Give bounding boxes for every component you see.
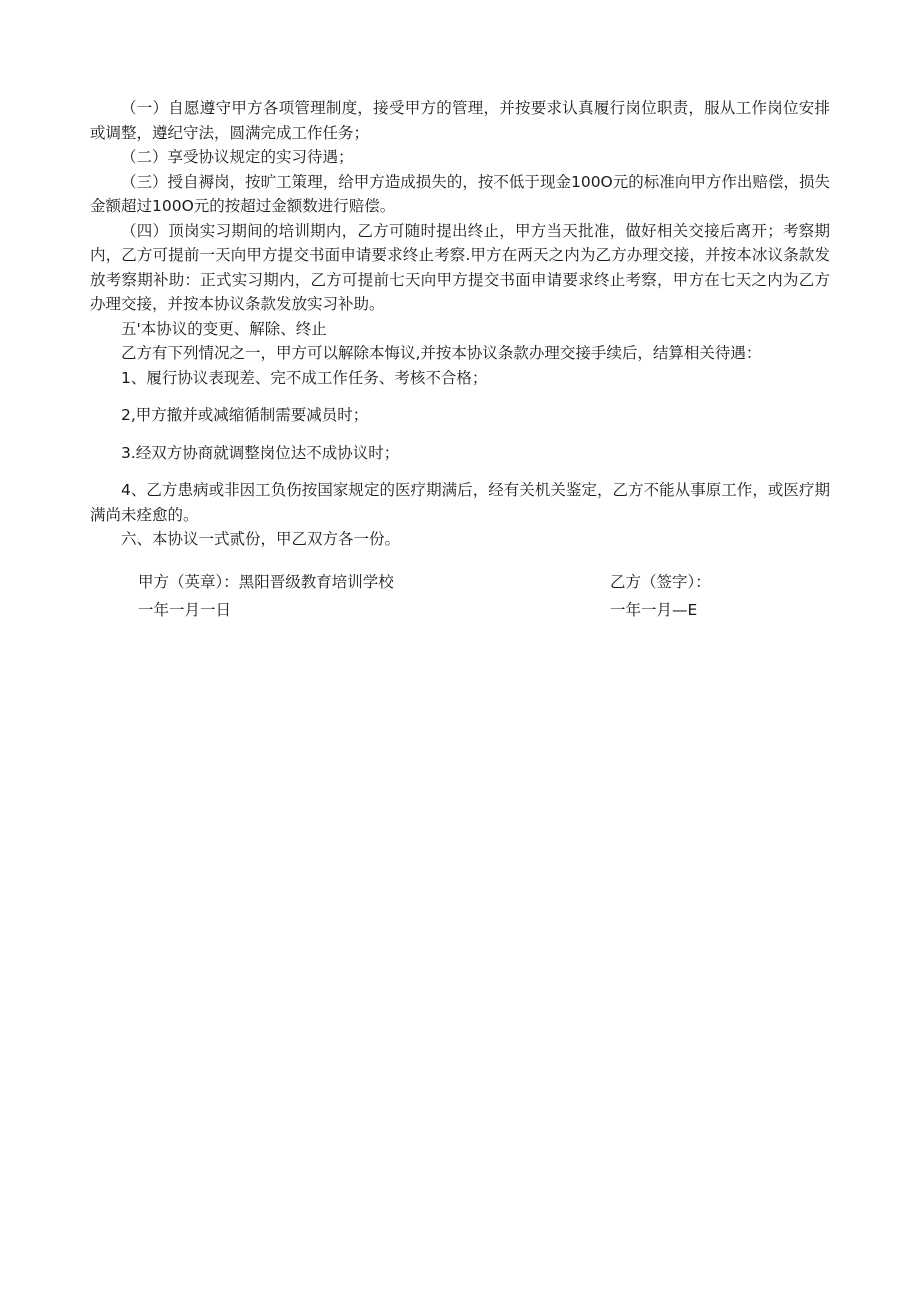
party-a-date: 一年一月一日 <box>138 600 232 619</box>
termination-intro: 乙方有下列情况之一，甲方可以解除本悔议,并按本协议条款办理交接手续后，结算相关待遇： <box>121 344 762 362</box>
termination-item-4: 4、乙方患病或非因工负伤按国家规定的医疗期满后，经有关机关鉴定，乙方不能从事原工作，或医疗期满尚未痊愈的。 <box>90 481 830 524</box>
party-a-signature: 甲方（英章）：黑阳晋级教育培训学校 <box>138 572 394 591</box>
date-row <box>90 598 830 624</box>
signature-row <box>90 570 830 596</box>
party-b-signature: 乙方（签字）： <box>610 572 711 591</box>
clause-2: （二）享受协议规定的实习待遇； <box>121 148 354 166</box>
agreement-body <box>90 96 830 636</box>
termination-item-2: 2,甲方撤并或减缩循制需要减员时； <box>121 406 369 424</box>
party-b-date: 一年一月—E <box>610 600 698 619</box>
clause-4: （四）顶岗实习期间的培训期内，乙方可随时提出终止，甲方当天批准，做好相关交接后离开；考察期内，乙方可提前一天向甲方提交书面申请要求终止考察.甲方在两天之内为乙方办理交接，并按本冰议条款发放考察期补助：正式实习期内，乙方可提前七天向甲方提交书面申请要求终止考察，甲方在七天之内为乙方办理交接，并按本协议条款发放实习补助。 <box>90 221 830 313</box>
termination-item-3: 3.经双方协商就调整岗位达不成协议时； <box>121 443 400 462</box>
signature-block <box>90 570 830 636</box>
clause-3: （三）授自褥岗，按旷工策理，给甲方造成损失的，按不低于现金100O元的标准向甲方作出赔偿，损失金额超过100O元的按超过金额数进行赔偿。 <box>90 172 830 215</box>
section-5-heading: 五'本协议的变更、解除、终止 <box>121 319 327 338</box>
section-6-copies: 六、本协议一式贰份，甲乙双方各一份。 <box>121 530 401 548</box>
clause-1: （一）自愿遵守甲方各项管理制度，接受甲方的管理，并按要求认真履行岗位职责，服从工作岗位安排或调整，遵纪守法，圆满完成工作任务； <box>90 99 830 142</box>
termination-item-1: 1、履行协议表现差、完不成工作任务、考核不合格； <box>121 368 488 387</box>
